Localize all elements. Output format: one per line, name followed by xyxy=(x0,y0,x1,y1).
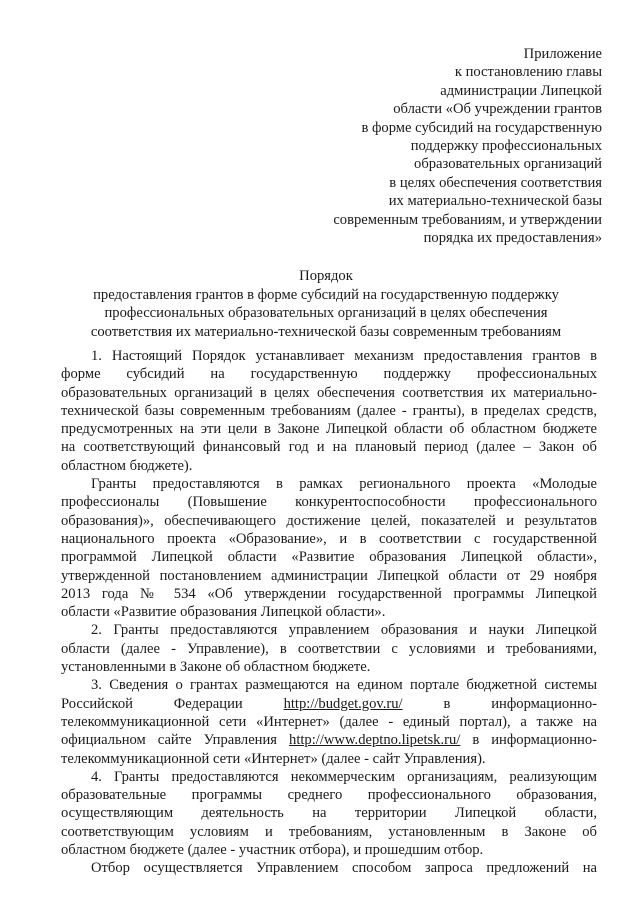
text-line xyxy=(61,731,597,749)
text-line: области «Развитие образования Липецкой области». xyxy=(61,604,386,621)
appendix-line: порядка их предоставления» xyxy=(423,230,602,247)
text-fragment: официальном сайте Управления xyxy=(61,732,278,749)
paragraph-2 xyxy=(61,475,597,621)
appendix-line: в целях обеспечения соответствия xyxy=(389,174,602,191)
title-heading: Порядок xyxy=(299,268,353,284)
text-line: телекоммуникационной сети «Интернет» (далее - сайт Управления). xyxy=(61,750,486,767)
text-fragment: в информационно- xyxy=(472,732,597,749)
text-line: 2013 года № 534 «Об утверждении государственной программы Липецкой xyxy=(61,585,597,602)
appendix-line: образовательных организаций xyxy=(414,156,602,173)
text-line: соответствующим условиям и требованиям, установленным в Законе об xyxy=(61,823,597,840)
budget-portal-link[interactable]: http://budget.gov.ru/ xyxy=(283,695,403,712)
text-line: 3. Сведения о грантах размещаются на едином портале бюджетной системы xyxy=(91,677,597,694)
appendix-line: области «Об учреждении грантов xyxy=(393,101,602,118)
appendix-line: их материально-технической базы xyxy=(388,193,602,210)
text-line: телекоммуникационной сети «Интернет» (далее - единый портал), а также на xyxy=(61,713,597,730)
appendix-header xyxy=(302,45,602,247)
appendix-line: к постановлению главы xyxy=(454,64,602,81)
appendix-line: в форме субсидий на государственную xyxy=(361,119,602,136)
text-line xyxy=(61,695,597,713)
paragraph-1 xyxy=(61,347,597,475)
document-title xyxy=(40,267,612,341)
appendix-line: Приложение xyxy=(523,46,602,62)
text-line: технической базы современным требованиям (далее - гранты), в пределах средств, xyxy=(61,402,597,419)
title-subtitle-line: предоставления грантов в форме субсидий на государственную поддержку xyxy=(93,286,559,303)
text-line: установленными в Законе об областном бюджете. xyxy=(61,659,371,676)
appendix-line: современным требованиям, и утверждении xyxy=(333,211,602,228)
text-line: профессионалы (Повышение конкурентоспособности профессионального xyxy=(61,494,597,511)
text-line: 2. Гранты предоставляются управлением образования и науки Липецкой xyxy=(91,622,597,639)
document-body xyxy=(61,347,597,878)
paragraph-5 xyxy=(61,768,597,859)
text-line: программой Липецкой области «Развитие образования Липецкой области», xyxy=(61,549,597,566)
paragraph-3 xyxy=(61,621,597,676)
text-line: Отбор осуществляется Управлением способом запроса предложений на xyxy=(91,860,597,877)
text-line: предусмотренных на эти цели в Законе Липецкой области об областном бюджете xyxy=(61,421,597,438)
text-line: образовательных организаций в целях обеспечения соответствия их материально- xyxy=(61,384,597,401)
text-line: образования)», обеспечивающего достижение целей, показателей и результатов xyxy=(61,512,597,529)
text-line: утвержденной постановлением администрации Липецкой области от 29 ноября xyxy=(61,567,597,584)
title-subtitle-line: профессиональных образовательных организаций в целях обеспечения xyxy=(104,305,548,322)
paragraph-4 xyxy=(61,676,597,767)
text-line: форме субсидий на государственную поддержку профессиональных xyxy=(61,366,597,383)
text-line: на соответствующий финансовый год и на плановый период (далее – Закон об xyxy=(61,439,597,456)
text-line: 4. Гранты предоставляются некоммерческим организациям, реализующим xyxy=(91,768,597,785)
text-line: осуществляющим деятельность на территории Липецкой области, xyxy=(61,805,597,822)
text-line: 1. Настоящий Порядок устанавливает механизм предоставления грантов в xyxy=(91,348,597,364)
text-line: областном бюджете). xyxy=(61,457,193,474)
text-line: областном бюджете (далее - участник отбора), и прошедшим отбор. xyxy=(61,842,484,859)
text-line: образовательные программы среднего профессионального образования, xyxy=(61,787,597,804)
text-fragment: Российской Федерации xyxy=(61,695,243,712)
department-site-link[interactable]: http://www.deptno.lipetsk.ru/ xyxy=(289,732,461,749)
title-subtitle-line: соответствия их материально-технической базы современным требованиям xyxy=(90,323,562,340)
text-line: области (далее - Управление), в соответствии с условиями и требованиями, xyxy=(61,640,597,657)
text-fragment: в информационно- xyxy=(443,695,597,712)
appendix-line: администрации Липецкой xyxy=(440,82,602,99)
text-line: Гранты предоставляются в рамках регионального проекта «Молодые xyxy=(91,476,597,493)
appendix-line: поддержку профессиональных xyxy=(410,138,602,155)
paragraph-6 xyxy=(61,859,597,877)
text-line: национального проекта «Образование», и в соответствии с государственной xyxy=(61,530,597,547)
